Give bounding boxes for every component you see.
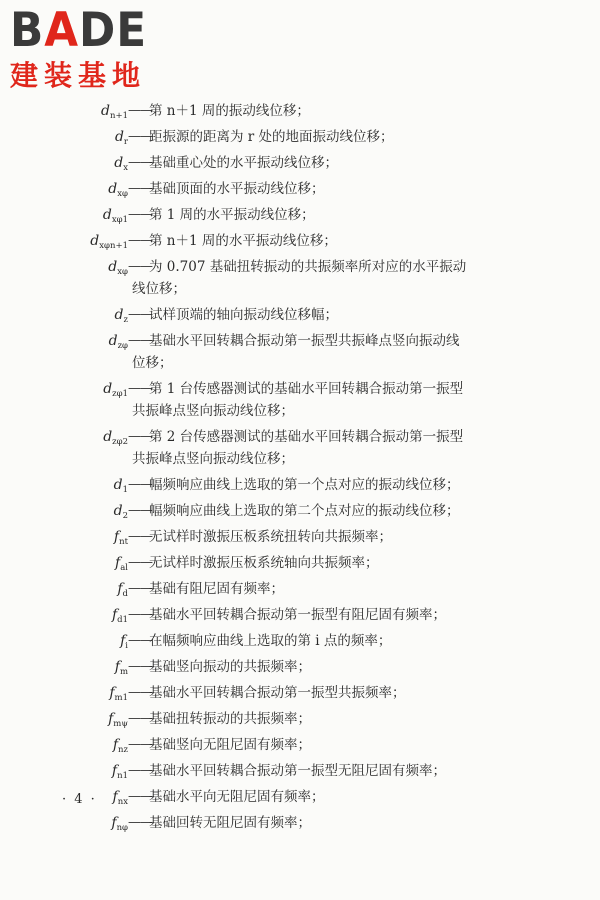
definition-text: 基础竖向振动的共振频率；	[149, 659, 311, 675]
logo-subtitle: 建装基地	[10, 59, 147, 92]
definition-text: 第 n＋1 周的振动线位移；	[149, 103, 310, 119]
symbol: $f_{al}$	[115, 555, 128, 573]
definition-text: 基础水平回转耦合振动第一振型共振频率；	[149, 685, 406, 701]
em-dash: ——	[128, 429, 152, 444]
definition-text: 试样顶端的轴向振动线位移幅；	[149, 307, 338, 323]
symbol: $d_{z\varphi 2}$	[103, 429, 128, 447]
definition-text: 为 0.707 基础扭转振动的共振频率所对应的水平振动	[149, 259, 467, 275]
em-dash: ——	[128, 555, 152, 570]
definition-text: 第 1 台传感器测试的基础水平回转耦合振动第一振型	[149, 381, 464, 397]
definition-text: 基础水平回转耦合振动第一振型无阻尼固有频率；	[149, 763, 446, 779]
definition-continuation: 位移；	[132, 355, 173, 371]
definition-text: 基础水平回转耦合振动第一振型有阻尼固有频率；	[149, 607, 446, 623]
definition-text: 第 1 周的水平振动线位移；	[149, 207, 315, 223]
em-dash: ——	[128, 129, 152, 144]
em-dash: ——	[128, 333, 152, 348]
em-dash: ——	[128, 103, 152, 118]
definition-text: 基础顶面的水平振动线位移；	[149, 181, 325, 197]
bade-logo	[10, 3, 180, 92]
definition-text: 无试样时激振压板系统扭转向共振频率；	[149, 529, 392, 545]
definition-continuation: 共振峰点竖向振动线位移；	[132, 451, 294, 467]
definition-text: 在幅频响应曲线上选取的第 i 点的频率；	[149, 633, 392, 649]
em-dash: ——	[128, 633, 152, 648]
symbol: $f_d$	[117, 581, 128, 599]
symbol: $d_x$	[114, 155, 128, 173]
symbol: $d_{n+1}$	[101, 103, 128, 121]
em-dash: ——	[128, 477, 152, 492]
em-dash: ——	[128, 259, 152, 274]
em-dash: ——	[128, 789, 152, 804]
symbol: $d_2$	[113, 503, 128, 521]
symbol: $f_{m\psi}$	[108, 711, 128, 729]
em-dash: ——	[128, 763, 152, 778]
page-number: · 4 ·	[62, 792, 97, 807]
em-dash: ——	[128, 207, 152, 222]
symbol: $d_r$	[114, 129, 128, 147]
definition-text: 基础水平回转耦合振动第一振型共振峰点竖向振动线	[149, 333, 460, 349]
em-dash: ——	[128, 737, 152, 752]
symbol: $d_{z\varphi}$	[108, 333, 128, 351]
definition-continuation: 线位移；	[132, 281, 186, 297]
symbol: $f_{nt}$	[113, 529, 128, 547]
symbol: $f_i$	[120, 633, 128, 651]
definition-text: 基础回转无阻尼固有频率；	[149, 815, 311, 831]
definition-continuation: 共振峰点竖向振动线位移；	[132, 403, 294, 419]
em-dash: ——	[128, 307, 152, 322]
symbol: $f_{nz}$	[112, 737, 128, 755]
logo-wordmark: BADE	[10, 3, 148, 58]
em-dash: ——	[128, 659, 152, 674]
symbol: $d_{z\varphi 1}$	[103, 381, 128, 399]
symbol: $d_1$	[113, 477, 128, 495]
symbol: $f_{n1}$	[111, 763, 128, 781]
em-dash: ——	[128, 711, 152, 726]
definition-text: 幅频响应曲线上选取的第二个点对应的振动线位移；	[149, 503, 460, 519]
symbol: $f_m$	[114, 659, 128, 677]
symbol: $f_{d1}$	[111, 607, 128, 625]
symbol: $d_z$	[114, 307, 128, 325]
em-dash: ——	[128, 581, 152, 596]
em-dash: ——	[128, 815, 152, 830]
definition-text: 第 n＋1 周的水平振动线位移；	[149, 233, 337, 249]
symbol: $f_{nx}$	[112, 789, 128, 807]
symbol: $d_{x\varphi 1}$	[102, 207, 128, 225]
definition-text: 基础扭转振动的共振频率；	[149, 711, 311, 727]
em-dash: ——	[128, 685, 152, 700]
definition-text: 基础有阻尼固有频率；	[149, 581, 284, 597]
em-dash: ——	[128, 607, 152, 622]
em-dash: ——	[128, 529, 152, 544]
definition-text: 无试样时激振压板系统轴向共振频率；	[149, 555, 379, 571]
definition-text: 第 2 台传感器测试的基础水平回转耦合振动第一振型	[149, 429, 464, 445]
symbol: $d_{x\varphi n+1}$	[90, 233, 128, 251]
em-dash: ——	[128, 503, 152, 518]
definition-text: 距振源的距离为 r 处的地面振动线位移；	[149, 129, 394, 145]
symbol: $d_{x\varphi}$	[108, 259, 128, 277]
definition-text: 基础重心处的水平振动线位移；	[149, 155, 338, 171]
em-dash: ——	[128, 181, 152, 196]
definition-text: 幅频响应曲线上选取的第一个点对应的振动线位移；	[149, 477, 460, 493]
em-dash: ——	[128, 381, 152, 396]
em-dash: ——	[128, 233, 152, 248]
definition-text: 基础水平向无阻尼固有频率；	[149, 789, 325, 805]
symbol: $f_{n\varphi}$	[111, 815, 128, 833]
symbol: $d_{x\varphi}$	[108, 181, 128, 199]
symbol: $f_{m1}$	[109, 685, 128, 703]
em-dash: ——	[128, 155, 152, 170]
definition-text: 基础竖向无阻尼固有频率；	[149, 737, 311, 753]
